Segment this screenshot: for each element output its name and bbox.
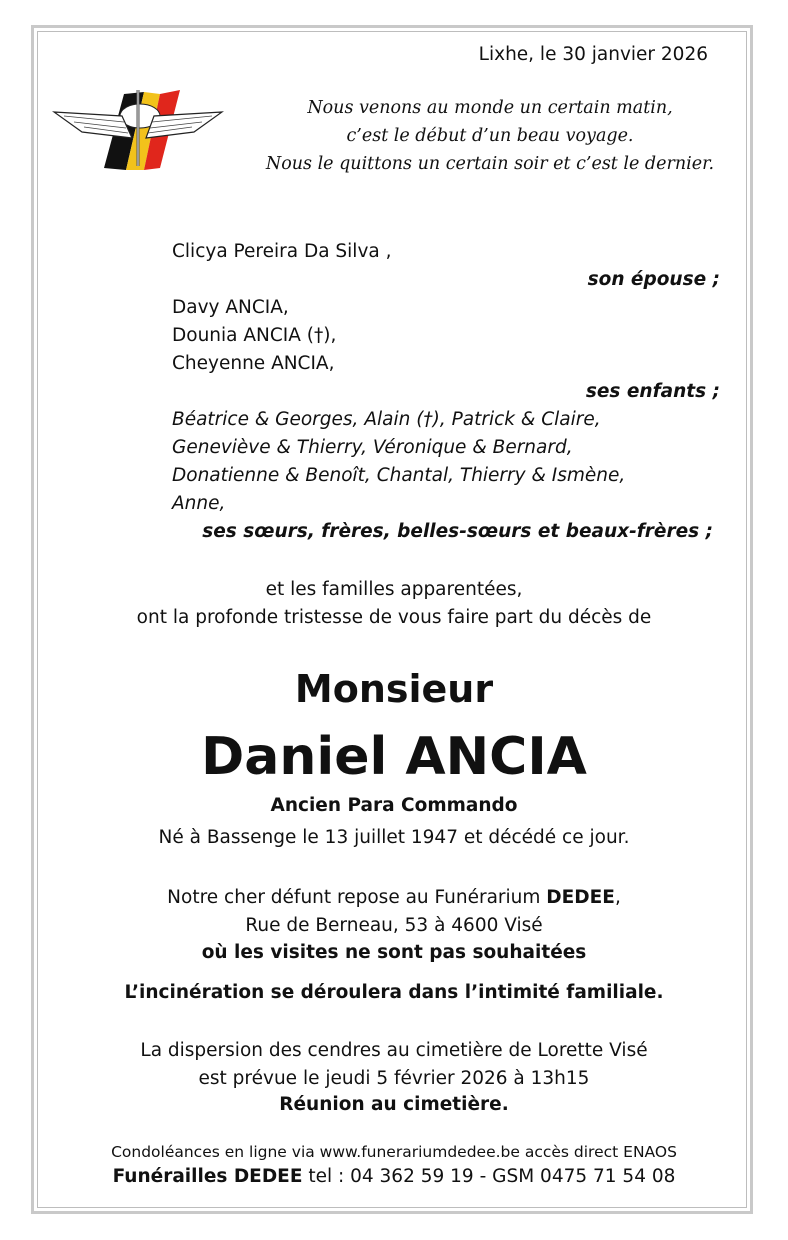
company-name: Funérailles DEDEE [112,1166,303,1187]
sibling-line: Donatienne & Benoît, Chantal, Thierry & Ismène, [172,465,626,486]
siblings-role: ses sœurs, frères, belles-sœurs et beaux-frères ; [202,521,713,542]
poem-line: c’est le début d’un beau voyage. [346,126,634,146]
child-name: Cheyenne ANCIA, [172,353,335,374]
children-role: ses enfants ; [585,381,720,402]
relatives-line: et les familles apparentées, [265,579,523,600]
sibling-line: Geneviève & Thierry, Véronique & Bernard, [172,437,573,458]
contact-line [0,1165,788,1189]
spouse-name: Clicya Pereira Da Silva , [172,241,392,262]
meeting-note: Réunion au cimetière. [279,1094,509,1115]
contact-numbers: tel : 04 362 59 19 - GSM 0475 71 54 08 [302,1166,676,1187]
deceased-subtitle: Ancien Para Commando [270,795,518,816]
deceased-name: Daniel ANCIA [201,727,587,787]
repose-line [0,886,788,910]
sibling-line: Béatrice & Georges, Alain (†), Patrick & Claire, [172,409,601,430]
para-commando-logo [52,86,224,174]
poem-line: Nous venons au monde un certain matin, [307,98,673,118]
poem-line: Nous le quittons un certain soir et c’est le dernier. [265,154,715,174]
place-date: Lixhe, le 30 janvier 2026 [478,44,708,65]
child-name: Davy ANCIA, [172,297,289,318]
dispersion-line: La dispersion des cendres au cimetière de Lorette Visé [140,1040,648,1061]
address: Rue de Berneau, 53 à 4600 Visé [245,915,543,936]
cremation-note: L’incinération se déroulera dans l’intimité familiale. [124,982,664,1003]
condolences-line: Condoléances en ligne via www.funerariumdedee.be accès direct ENAOS [111,1143,677,1161]
visits-note: où les visites ne sont pas souhaitées [201,942,587,963]
deceased-title: Monsieur [294,667,494,711]
funeral-home-name: DEDEE [546,887,615,908]
repose-text: Notre cher défunt repose au Funérarium [167,887,547,908]
announcement-line: ont la profonde tristesse de vous faire part du décès de [136,607,652,628]
spouse-role: son épouse ; [587,269,720,290]
dispersion-date: est prévue le jeudi 5 février 2026 à 13h15 [198,1068,590,1089]
sibling-line: Anne, [172,493,226,514]
birth-death: Né à Bassenge le 13 juillet 1947 et décédé ce jour. [158,827,630,848]
child-name: Dounia ANCIA (†), [172,325,337,346]
repose-suffix: , [614,887,621,908]
